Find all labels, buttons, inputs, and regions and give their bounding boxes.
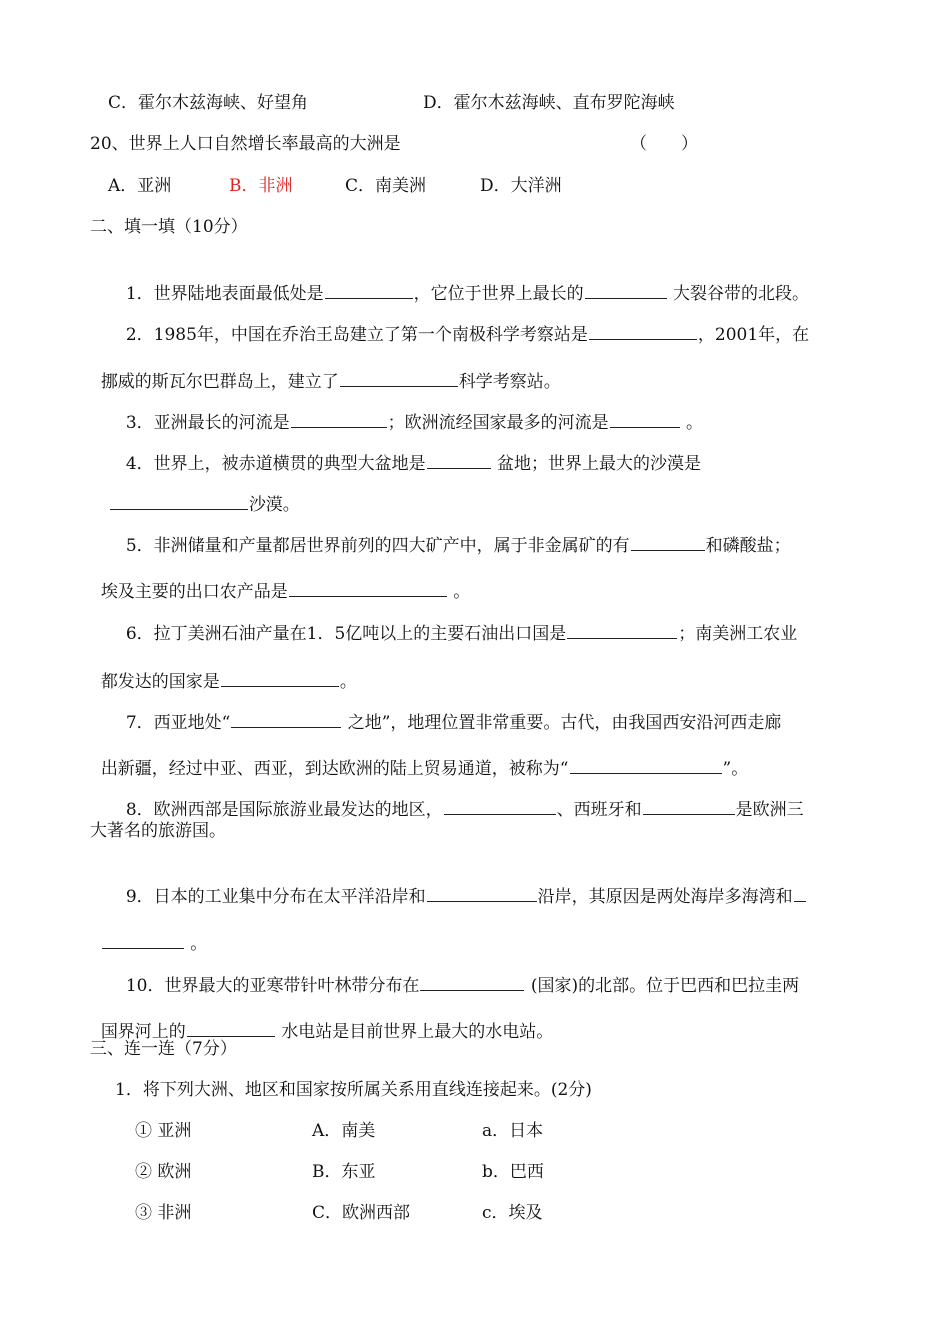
q19-option-d: D．霍尔木兹海峡、直布罗陀海峡 [423, 93, 675, 113]
fill-q8-line1: 8．欧洲西部是国际旅游业最发达的地区， 、西班牙和 是欧洲三 [115, 773, 804, 822]
match-item-region[interactable]: A．南美 [312, 1121, 376, 1141]
fill-blank[interactable] [221, 669, 339, 687]
fill-q4-line2: 沙漠。 [98, 468, 300, 517]
fill-blank[interactable] [187, 1019, 275, 1037]
section2-title: 二、填一填（10分） [90, 217, 248, 237]
q20-stem: 20、世界上人口自然增长率最高的大洲是 [90, 134, 401, 154]
fill-q3: 3．亚洲最长的河流是 ；欧洲流经国家最多的河流是 。 [115, 386, 703, 435]
match-item-continent[interactable]: ① 亚洲 [135, 1121, 192, 1141]
fill-blank[interactable] [794, 884, 806, 902]
match-item-continent[interactable]: ② 欧洲 [135, 1162, 192, 1182]
fill-blank[interactable] [291, 410, 387, 428]
fill-blank[interactable] [325, 281, 413, 299]
fill-q9-line1: 9．日本的工业集中分布在太平洋沿岸和 沿岸，其原因是两处海岸多海湾和 [115, 860, 807, 909]
fill-q2-line1: 2．1985年，中国在乔治王岛建立了第一个南极科学考察站是 ，2001年，在 [115, 298, 809, 347]
fill-q6-line1: 6．拉丁美洲石油产量在1．5亿吨以上的主要石油出口国是 ；南美洲工农业 [115, 597, 797, 646]
fill-blank[interactable] [589, 322, 697, 340]
match-q1-stem: 1．将下列大洲、地区和国家按所属关系用直线连接起来。(2分) [115, 1080, 592, 1100]
fill-blank[interactable] [289, 579, 447, 597]
section3-title: 三、连一连（7分） [90, 1039, 237, 1059]
fill-blank[interactable] [570, 756, 722, 774]
match-item-region[interactable]: B．东亚 [312, 1162, 376, 1182]
fill-blank[interactable] [631, 533, 705, 551]
fill-blank[interactable] [102, 931, 184, 949]
fill-q8-line2: 大著名的旅游国。 [90, 821, 226, 841]
fill-q9-line2: 。 [90, 907, 207, 956]
fill-blank[interactable] [427, 884, 537, 902]
fill-q4-line1: 4．世界上，被赤道横贯的典型大盆地是 盆地；世界上最大的沙漠是 [115, 427, 701, 476]
fill-q5-line1: 5．非洲储量和产量都居世界前列的四大矿产中，属于非金属矿的有 和磷酸盐； [115, 509, 791, 558]
q20-option-b-answer: B．非洲 [229, 176, 293, 196]
fill-blank[interactable] [444, 797, 556, 815]
q20-option-a: A．亚洲 [108, 176, 172, 196]
fill-blank[interactable] [585, 281, 667, 299]
fill-q7-line1: 7．西亚地处“ 之地”，地理位置非常重要。古代，由我国西安沿河西走廊 [115, 686, 781, 735]
match-item-country[interactable]: c．埃及 [482, 1203, 543, 1223]
match-item-continent[interactable]: ③ 非洲 [135, 1203, 192, 1223]
fill-blank[interactable] [110, 492, 248, 510]
fill-blank[interactable] [643, 797, 735, 815]
q20-answer-paren: （ ） [630, 134, 698, 154]
fill-q10-line1: 10．世界最大的亚寒带针叶林带分布在 (国家)的北部。位于巴西和巴拉圭两 [115, 949, 799, 998]
fill-q1: 1．世界陆地表面最低处是 ，它位于世界上最长的 大裂谷带的北段。 [115, 257, 809, 306]
fill-blank[interactable] [567, 621, 677, 639]
fill-q7-line2: 出新疆，经过中亚、西亚，到达欧洲的陆上贸易通道，被称为“ ”。 [90, 732, 748, 781]
fill-q5-line2: 埃及主要的出口农产品是 。 [90, 555, 470, 604]
fill-blank[interactable] [340, 369, 458, 387]
fill-blank[interactable] [231, 710, 341, 728]
fill-q10-line2: 国界河上的 水电站是目前世界上最大的水电站。 [90, 995, 553, 1044]
match-item-region[interactable]: C．欧洲西部 [312, 1203, 411, 1223]
fill-blank[interactable] [427, 451, 491, 469]
match-item-country[interactable]: a．日本 [482, 1121, 544, 1141]
q19-option-c: C．霍尔木兹海峡、好望角 [108, 93, 309, 113]
fill-q2-line2: 挪威的斯瓦尔巴群岛上，建立了 科学考察站。 [90, 345, 561, 394]
match-item-country[interactable]: b．巴西 [482, 1162, 544, 1182]
q20-option-d: D．大洋洲 [480, 176, 562, 196]
q20-option-c: C．南美洲 [345, 176, 427, 196]
fill-blank[interactable] [610, 410, 680, 428]
fill-q6-line2: 都发达的国家是 。 [90, 645, 357, 694]
fill-blank[interactable] [420, 973, 524, 991]
